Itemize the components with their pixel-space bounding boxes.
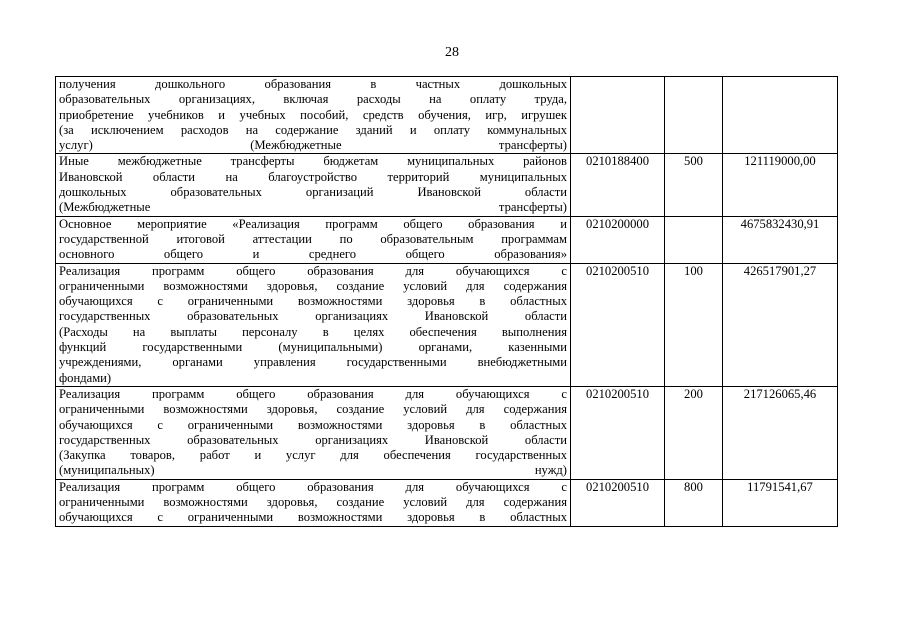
table-row [56, 216, 838, 263]
table-row [56, 479, 838, 526]
amount-cell: 4675832430,91 [723, 216, 838, 263]
description-line: функций государственными (муниципальными) органами, казенными [59, 340, 567, 355]
description-line: приобретение учебников и учебных пособий, средств обучения, игр, игрушек [59, 107, 567, 122]
description-line: услуг) (Межбюджетные трансферты) [59, 138, 567, 153]
expense-type-code-cell [665, 77, 723, 154]
expense-type-code-cell: 100 [665, 263, 723, 386]
description-line: основного общего и среднего общего образования» [59, 247, 567, 262]
amount-cell [723, 77, 838, 154]
expense-type-code-cell: 500 [665, 154, 723, 216]
table-row [56, 154, 838, 216]
target-article-code-cell [571, 77, 665, 154]
target-article-code-cell: 0210200000 [571, 216, 665, 263]
table-row [56, 263, 838, 386]
description-line: учреждениями, органами управления государственными внебюджетными [59, 355, 567, 370]
table-row [56, 77, 838, 154]
description-line: дошкольных образовательных организаций Ивановской области [59, 185, 567, 200]
description-line: получения дошкольного образования в частных дошкольных [59, 77, 567, 91]
page-number: 28 [445, 45, 459, 60]
description-line: обучающихся с ограниченными возможностями здоровья в областных [59, 510, 567, 525]
description-line: (за исключением расходов на содержание зданий и оплату коммунальных [59, 122, 567, 137]
expense-type-code-cell: 800 [665, 479, 723, 526]
description-line: (Закупка товаров, работ и услуг для обеспечения государственных [59, 448, 567, 463]
table-row [56, 386, 838, 479]
expense-type-code-cell [665, 216, 723, 263]
row-description [56, 386, 571, 479]
description-line: Реализация программ общего образования для обучающихся с [59, 263, 567, 278]
row-description [56, 154, 571, 216]
description-line: обучающихся с ограниченными возможностями здоровья в областных [59, 294, 567, 309]
description-line: (Расходы на выплаты персоналу в целях обеспечения выполнения [59, 324, 567, 339]
budget-table [55, 76, 838, 527]
expense-type-code-cell: 200 [665, 386, 723, 479]
target-article-code-cell: 0210188400 [571, 154, 665, 216]
description-line: фондами) [59, 370, 112, 385]
description-line: Основное мероприятие «Реализация программ общего образования и [59, 216, 567, 231]
description-line: (Межбюджетные трансферты) [59, 200, 567, 215]
budget-table-body [56, 77, 838, 527]
target-article-code-cell: 0210200510 [571, 479, 665, 526]
row-description [56, 263, 571, 386]
row-description [56, 216, 571, 263]
row-description [56, 479, 571, 526]
description-line: ограниченными возможностями здоровья, создание условий для содержания [59, 495, 567, 510]
description-line: Реализация программ общего образования для обучающихся с [59, 479, 567, 494]
description-line: образовательных организациях, включая расходы на оплату труда, [59, 92, 567, 107]
amount-cell: 121119000,00 [723, 154, 838, 216]
description-line: ограниченными возможностями здоровья, создание условий для содержания [59, 402, 567, 417]
description-line: Реализация программ общего образования для обучающихся с [59, 386, 567, 401]
description-line: государственных образовательных организациях Ивановской области [59, 309, 567, 324]
description-line: государственных образовательных организациях Ивановской области [59, 432, 567, 447]
target-article-code-cell: 0210200510 [571, 386, 665, 479]
description-line: (муниципальных) нужд) [59, 463, 567, 478]
description-line: ограниченными возможностями здоровья, создание условий для содержания [59, 278, 567, 293]
description-line: обучающихся с ограниченными возможностями здоровья в областных [59, 417, 567, 432]
amount-cell: 217126065,46 [723, 386, 838, 479]
row-description [56, 77, 571, 154]
description-line: Иные межбюджетные трансферты бюджетам муниципальных районов [59, 154, 567, 169]
amount-cell: 426517901,27 [723, 263, 838, 386]
description-line: Ивановской области на благоустройство территорий муниципальных [59, 169, 567, 184]
amount-cell: 11791541,67 [723, 479, 838, 526]
target-article-code-cell: 0210200510 [571, 263, 665, 386]
description-line: государственной итоговой аттестации по образовательным программам [59, 231, 567, 246]
